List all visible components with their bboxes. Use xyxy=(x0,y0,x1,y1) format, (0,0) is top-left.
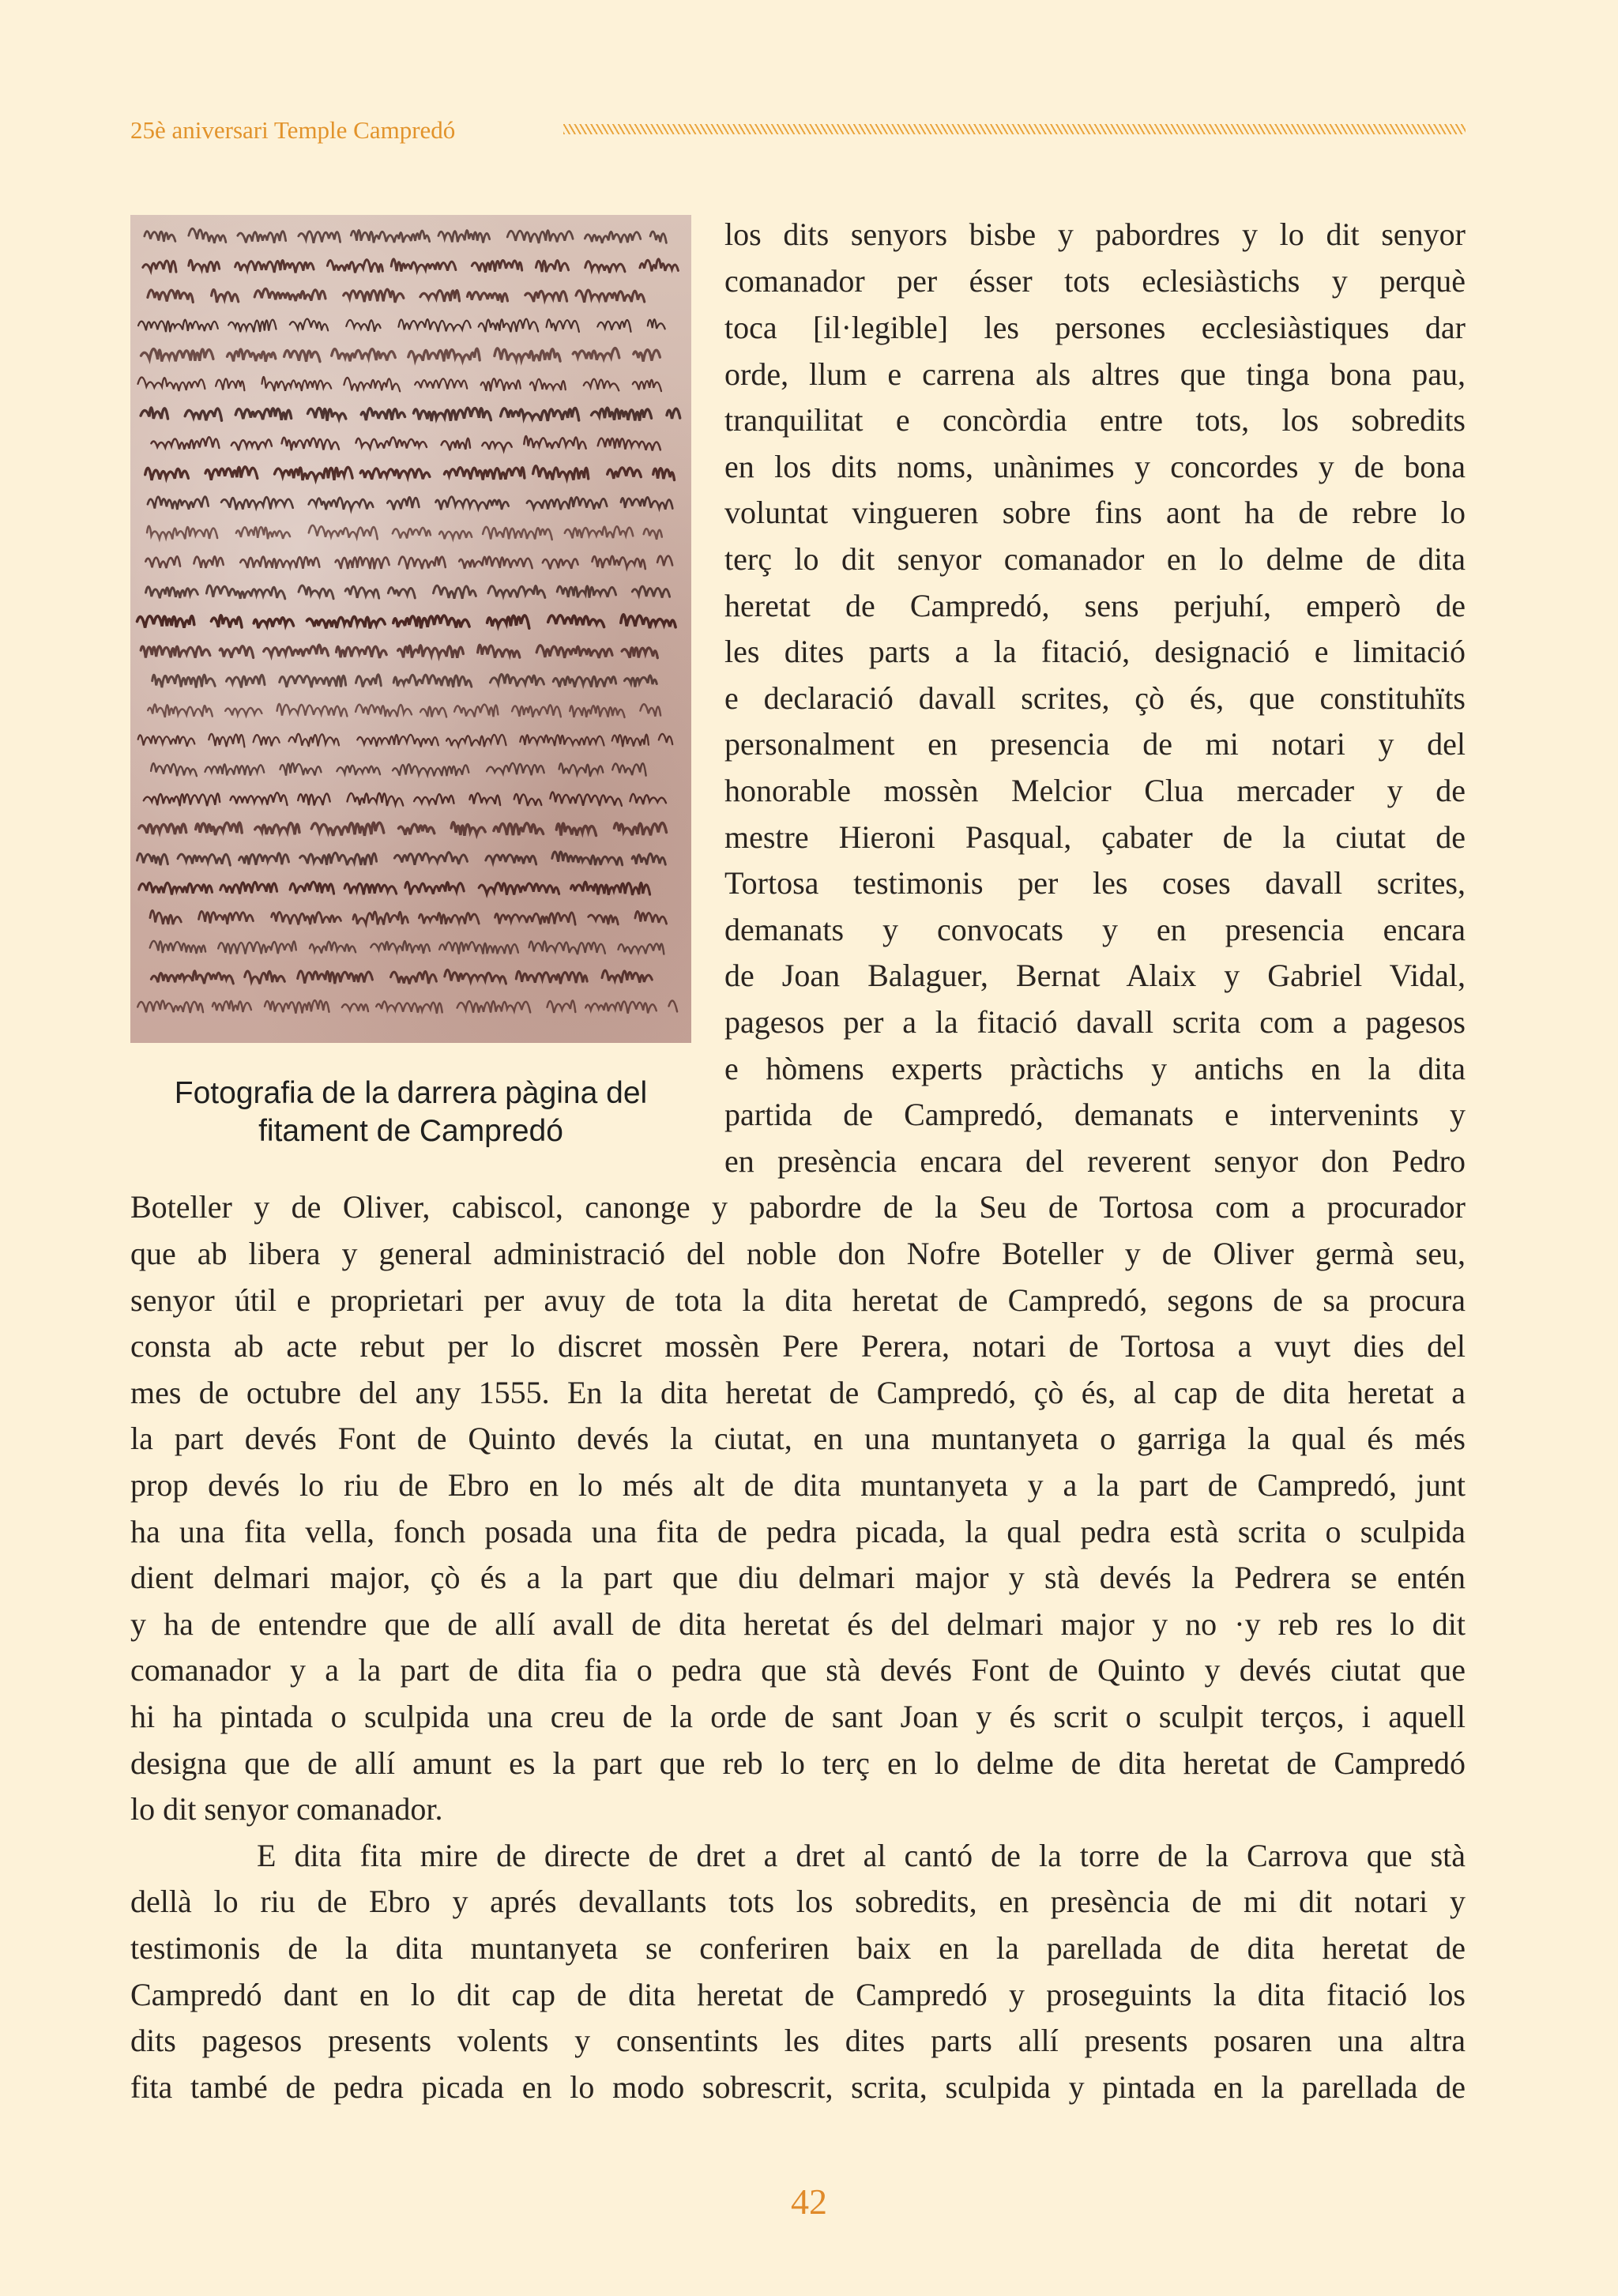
text-line: orde, llum e carrena als altres que tinga bona pau, xyxy=(724,356,1466,392)
text-line: terç lo dit senyor comanador en lo delme de dita xyxy=(724,541,1466,577)
handwriting-line xyxy=(137,852,666,865)
page-number: 42 xyxy=(791,2181,827,2222)
handwriting-line xyxy=(151,436,660,450)
text-line: y ha de entendre que de allí avall de dita heretat és del delmari major y no ·y reb res lo dit xyxy=(130,1606,1466,1642)
caption-line: fitament de Campredó xyxy=(258,1114,563,1148)
text-line: pagesos per a la fitació davall scrita com a pagesos xyxy=(724,1004,1466,1040)
handwriting-line xyxy=(138,377,662,391)
text-line: Boteller y de Oliver, cabiscol, canonge y pabordre de la Seu de Tortosa com a procurador xyxy=(130,1189,1466,1225)
handwriting-line xyxy=(148,288,645,303)
handwriting-line xyxy=(145,466,675,480)
text-line: de Joan Balaguer, Bernat Alaix y Gabriel Vidal, xyxy=(724,958,1466,993)
text-line: comanador y a la part de dita fia o pedra que stà devés Font de Quinto y devés ciutat que xyxy=(130,1652,1466,1688)
handwriting-line xyxy=(152,674,657,687)
handwriting-line xyxy=(141,645,657,658)
header-hatched-rule xyxy=(563,124,1466,134)
handwriting-line xyxy=(148,497,672,510)
text-line: prop devés lo riu de Ebro en lo més alt de dita muntanyeta y a la part de Campredó, junt xyxy=(130,1467,1466,1503)
text-line: e hòmens experts pràctichs y antichs en la dita xyxy=(724,1051,1466,1086)
handwriting-line xyxy=(151,763,646,777)
text-line: Campredó dant en lo dit cap de dita heretat de Campredó y proseguints la dita fitació los xyxy=(130,1977,1466,2012)
text-line: testimonis de la dita muntanyeta se conferiren baix en la parellada de dita heretat de xyxy=(130,1930,1466,1966)
text-line: dient delmari major, çò és a la part que diu delmari major y stà devés la Pedrera se entén xyxy=(130,1560,1466,1595)
running-header xyxy=(130,115,1466,146)
handwriting-scribbles xyxy=(130,215,691,1043)
text-line: personalment en presencia de mi notari y del xyxy=(724,726,1466,762)
text-line: voluntat vingueren sobre fins aont ha de rebre lo xyxy=(724,495,1466,530)
text-line: senyor útil e proprietari per avuy de tota la dita heretat de Campredó, segons de sa procura xyxy=(130,1282,1466,1318)
text-line: dits pagesos presents volents y consentints les dites parts allí presents posaren una altra xyxy=(130,2023,1466,2058)
handwriting-line xyxy=(145,556,672,570)
header-title: 25è aniversari Temple Campredó xyxy=(130,116,456,144)
handwriting-line xyxy=(138,734,673,747)
figure-caption xyxy=(130,1075,691,1150)
handwriting-line xyxy=(150,910,667,924)
text-line: honorable mossèn Melcior Clua mercader y de xyxy=(724,773,1466,808)
text-line: toca [il·legible] les persones ecclesiàstiques dar xyxy=(724,310,1466,345)
caption-line: Fotografia de la darrera pàgina del xyxy=(174,1076,648,1110)
text-line: que ab libera y general administració del noble don Nofre Boteller y de Oliver germà seu, xyxy=(130,1236,1466,1271)
text-line: fita també de pedra picada en lo modo sobrescrit, scrita, sculpida y pintada en la parellada de xyxy=(130,2069,1466,2105)
handwriting-line xyxy=(151,969,652,984)
handwriting-line xyxy=(148,704,660,717)
handwriting-line xyxy=(141,408,680,421)
text-line: heretat de Campredó, sens perjuhí, emperò de xyxy=(724,588,1466,623)
handwriting-line xyxy=(150,941,664,954)
text-line: dellà lo riu de Ebro y aprés devallants tots los sobredits, en presència de mi dit notari y xyxy=(130,1884,1466,1919)
handwriting-line xyxy=(147,525,662,540)
manuscript-figure xyxy=(130,215,691,1150)
text-line: en los dits noms, unànimes y concordes y de bona xyxy=(724,449,1466,484)
handwriting-line xyxy=(144,792,666,807)
handwriting-line xyxy=(139,882,650,895)
text-line: la part devés Font de Quinto devés la ciutat, en una muntanyeta o garriga la qual és més xyxy=(130,1421,1466,1456)
text-line: designa que de allí amunt es la part que reb lo terç en lo delme de dita heretat de Campredó xyxy=(130,1745,1466,1781)
handwriting-line xyxy=(138,318,665,332)
handwriting-line xyxy=(137,615,676,629)
text-line: comanador per ésser tots eclesiàstichs y perquè xyxy=(724,263,1466,299)
text-line: lo dit senyor comanador. xyxy=(130,1791,443,1827)
text-line: consta ab acte rebut per lo discret mossèn Pere Perera, notari de Tortosa a vuyt dies del xyxy=(130,1328,1466,1364)
text-line: en presència encara del reverent senyor don Pedro xyxy=(724,1143,1466,1179)
text-line: les dites parts a la fitació, designació e limitació xyxy=(724,634,1466,669)
text-line: E dita fita mire de directe de dret a dret al cantó de la torre de la Carrova que stà xyxy=(257,1838,1466,1873)
handwriting-line xyxy=(143,259,679,273)
manuscript-photo xyxy=(130,215,691,1043)
text-line: demanats y convocats y en presencia encara xyxy=(724,912,1466,947)
handwriting-line xyxy=(146,585,670,599)
handwriting-line xyxy=(139,822,667,836)
text-line: hi ha pintada o sculpida una creu de la orde de sant Joan y és scrit o sculpit terços, i aquell xyxy=(130,1699,1466,1734)
handwriting-line xyxy=(141,348,660,362)
text-line: mes de octubre del any 1555. En la dita heretat de Campredó, çò és, al cap de dita heretat a xyxy=(130,1375,1466,1410)
text-line: partida de Campredó, demanats e intervenints y xyxy=(724,1097,1466,1132)
handwriting-line xyxy=(145,228,667,243)
text-line: mestre Hieroni Pasqual, çabater de la ciutat de xyxy=(724,819,1466,855)
text-line: Tortosa testimonis per les coses davall scrites, xyxy=(724,865,1466,901)
text-line: ha una fita vella, fonch posada una fita de pedra picada, la qual pedra està scrita o sculpida xyxy=(130,1514,1466,1549)
text-line: tranquilitat e concòrdia entre tots, los sobredits xyxy=(724,402,1466,438)
handwriting-line xyxy=(137,1000,677,1014)
text-line: los dits senyors bisbe y pabordres y lo dit senyor xyxy=(724,216,1466,252)
text-line: e declaració davall scrites, çò és, que constituhïts xyxy=(724,680,1466,716)
